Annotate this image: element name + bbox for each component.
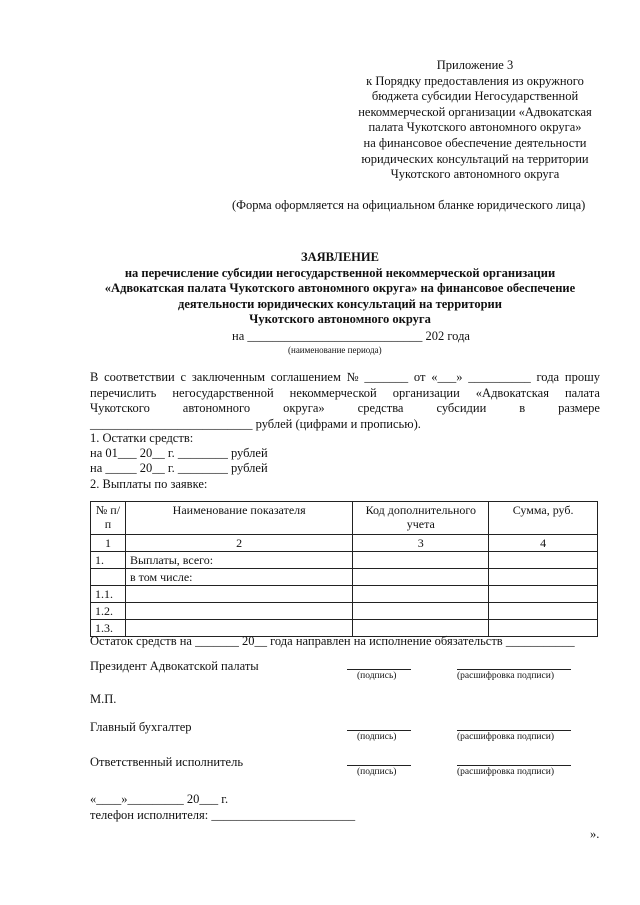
- appendix-line: некоммерческой организации «Адвокатская: [358, 104, 592, 119]
- column-header: Код дополнительного учета: [353, 502, 489, 535]
- table-header-row: [91, 502, 598, 535]
- appendix-line: юридических консультаций на территории: [361, 151, 589, 166]
- row-number: 1.1.: [91, 586, 126, 603]
- intro-word: соглашением: [270, 370, 341, 384]
- intro-word: субсидии: [436, 401, 487, 415]
- intro-word: _______: [364, 370, 409, 384]
- title-line: «Адвокатская палата Чукотского автономного округа» на финансовое обеспечение: [104, 281, 576, 295]
- column-number: 4: [489, 535, 598, 552]
- intro-word: некоммерческой: [289, 385, 377, 400]
- phone-line: телефон исполнителя: _______________________: [90, 808, 356, 822]
- decode-hint: (расшифровка подписи): [457, 767, 554, 777]
- payments-table: [90, 501, 598, 637]
- intro-word: средства: [357, 401, 404, 415]
- row-sum: [489, 552, 598, 569]
- title-line: Чукотского автономного округа: [249, 312, 431, 326]
- table-row: [91, 569, 598, 586]
- intro-word: с: [180, 370, 187, 384]
- balances-row-1: на 01___ 20__ г. ________ рублей: [90, 446, 268, 460]
- intro-paragraph: [90, 370, 600, 432]
- intro-word: прошу: [564, 370, 600, 384]
- intro-word: негосударственной: [172, 385, 274, 400]
- table-row: [91, 603, 598, 620]
- row-code: [353, 586, 489, 603]
- appendix-line: к Порядку предоставления из окружного: [366, 73, 584, 88]
- intro-word: размере: [558, 401, 600, 415]
- intro-word: В: [90, 370, 99, 384]
- payments-heading: 2. Выплаты по заявке:: [90, 477, 208, 491]
- intro-line-4: __________________________ рублей (цифрами и прописью).: [90, 416, 421, 431]
- column-number: 3: [353, 535, 489, 552]
- remainder-line: Остаток средств на _______ 20__ года направлен на исполнение обязательств ___________: [90, 634, 575, 648]
- intro-word: __________: [468, 370, 531, 384]
- intro-word: №: [346, 370, 359, 384]
- column-number-row: [91, 535, 598, 552]
- row-sum: [489, 586, 598, 603]
- executor-label: Ответственный исполнитель: [90, 755, 244, 769]
- table-row: [91, 552, 598, 569]
- accountant-label: Главный бухгалтер: [90, 720, 192, 734]
- balances-row-2: на _____ 20__ г. ________ рублей: [90, 461, 268, 475]
- column-header: Сумма, руб.: [489, 502, 598, 535]
- title-line: на перечисление субсидии негосударственной некоммерческой организации: [124, 265, 556, 280]
- signature-line: [347, 765, 411, 766]
- period-line: на ____________________________ 202 года: [232, 329, 470, 343]
- appendix-line: Чукотского автономного округа: [390, 167, 560, 182]
- row-sum: [489, 603, 598, 620]
- title-heading: ЗАЯВЛЕНИЕ: [301, 250, 379, 264]
- balances-heading: 1. Остатки средств:: [90, 431, 194, 445]
- intro-word: Чукотского: [90, 401, 150, 415]
- row-code: [353, 552, 489, 569]
- decode-hint: (расшифровка подписи): [457, 671, 554, 681]
- title-line: деятельности юридических консультаций на территории: [178, 296, 502, 311]
- period-hint: (наименование периода): [288, 345, 382, 355]
- row-number: 1.2.: [91, 603, 126, 620]
- row-number: 1.: [91, 552, 126, 569]
- signature-hint: (подпись): [357, 767, 397, 777]
- signature-line: [347, 669, 411, 670]
- signature-hint: (подпись): [357, 732, 397, 742]
- intro-word: округа»: [283, 401, 325, 415]
- row-number: [91, 569, 126, 586]
- intro-word: соответствии: [104, 370, 175, 384]
- row-name: Выплаты, всего:: [125, 552, 352, 569]
- column-number: 2: [125, 535, 352, 552]
- row-name: [125, 603, 352, 620]
- column-header: Наименование показателя: [125, 502, 352, 535]
- row-sum: [489, 569, 598, 586]
- date-line: «____»_________ 20___ г.: [90, 792, 229, 806]
- stamp-label: М.П.: [90, 692, 117, 706]
- row-name: [125, 586, 352, 603]
- appendix-header: [340, 58, 610, 183]
- intro-word: заключенным: [191, 370, 266, 384]
- intro-word: организации: [392, 385, 460, 400]
- form-note: (Форма оформляется на официальном бланке юридического лица): [232, 198, 586, 212]
- appendix-line: палата Чукотского автономного округа»: [368, 120, 582, 135]
- intro-word: перечислить: [90, 385, 157, 400]
- row-number: 1.3.: [91, 620, 126, 637]
- document-title: [70, 250, 610, 328]
- column-number: 1: [91, 535, 126, 552]
- intro-word: «Адвокатская: [475, 385, 549, 400]
- appendix-line: бюджета субсидии Негосударственной: [371, 89, 579, 104]
- intro-line-2: [90, 386, 600, 402]
- intro-word: от: [413, 370, 426, 384]
- decode-line: [457, 669, 571, 670]
- appendix-line: Приложение 3: [436, 58, 514, 72]
- intro-word: года: [536, 370, 560, 384]
- decode-line: [457, 730, 571, 731]
- president-label: Президент Адвокатской палаты: [90, 659, 259, 673]
- row-code: [353, 569, 489, 586]
- appendix-line: на финансовое обеспечение деятельности: [363, 135, 587, 150]
- intro-word: «___»: [431, 370, 463, 384]
- signature-hint: (подпись): [357, 671, 397, 681]
- intro-word: автономного: [182, 401, 251, 415]
- decode-line: [457, 765, 571, 766]
- signature-line: [347, 730, 411, 731]
- decode-hint: (расшифровка подписи): [457, 732, 554, 742]
- table-row: [91, 586, 598, 603]
- intro-word: палата: [564, 385, 600, 400]
- intro-line-1: [90, 370, 600, 386]
- intro-word: в: [519, 401, 526, 415]
- row-name: в том числе:: [125, 569, 352, 586]
- intro-line-3: [90, 401, 600, 417]
- row-code: [353, 603, 489, 620]
- column-header: № п/п: [91, 502, 126, 535]
- closing-mark: ».: [590, 827, 600, 841]
